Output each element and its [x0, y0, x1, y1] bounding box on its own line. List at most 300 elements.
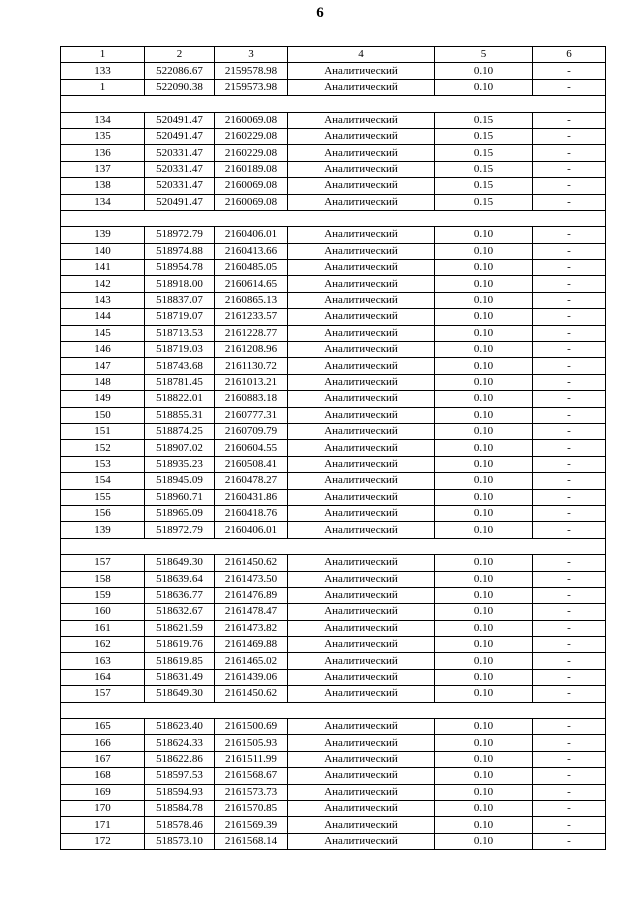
column-header: 5: [435, 47, 533, 63]
table-cell: -: [533, 358, 606, 374]
column-header: 1: [61, 47, 145, 63]
table-row: [61, 587, 606, 603]
table-cell: 0.10: [435, 63, 533, 79]
table-cell: Аналитический: [288, 161, 435, 177]
table-cell: Аналитический: [288, 735, 435, 751]
table-cell: Аналитический: [288, 571, 435, 587]
table-cell: -: [533, 522, 606, 538]
table-row: [61, 325, 606, 341]
table-cell: 0.10: [435, 637, 533, 653]
table-cell: 170: [61, 800, 145, 816]
table-cell: 2160604.55: [215, 440, 288, 456]
table-cell: 0.10: [435, 342, 533, 358]
table-cell: 169: [61, 784, 145, 800]
table-cell: 0.10: [435, 260, 533, 276]
table-cell: 155: [61, 489, 145, 505]
table-cell: 518972.79: [145, 227, 215, 243]
table-cell: Аналитический: [288, 784, 435, 800]
table-row: [61, 112, 606, 128]
table-cell: Аналитический: [288, 489, 435, 505]
table-cell: -: [533, 620, 606, 636]
table-cell: 147: [61, 358, 145, 374]
table-cell: -: [533, 833, 606, 849]
table-row: [61, 505, 606, 521]
table-cell: 2160069.08: [215, 178, 288, 194]
table-cell: 518584.78: [145, 800, 215, 816]
table-row: [61, 391, 606, 407]
table-cell: 2161439.06: [215, 669, 288, 685]
table-cell: 2160883.18: [215, 391, 288, 407]
table-cell: -: [533, 276, 606, 292]
table-cell: 2161465.02: [215, 653, 288, 669]
separator-cell: [61, 96, 606, 112]
table-cell: 137: [61, 161, 145, 177]
table-row: [61, 342, 606, 358]
table-cell: 0.10: [435, 833, 533, 849]
table-cell: 2161511.99: [215, 751, 288, 767]
table-cell: Аналитический: [288, 522, 435, 538]
table-cell: 2160709.79: [215, 423, 288, 439]
table-cell: 518874.25: [145, 423, 215, 439]
table-cell: 148: [61, 374, 145, 390]
table-cell: Аналитический: [288, 128, 435, 144]
table-cell: 133: [61, 63, 145, 79]
table-cell: 518743.68: [145, 358, 215, 374]
table-cell: Аналитический: [288, 817, 435, 833]
table-cell: 145: [61, 325, 145, 341]
table-cell: 150: [61, 407, 145, 423]
table-cell: Аналитический: [288, 833, 435, 849]
table-cell: -: [533, 489, 606, 505]
table-row: [61, 719, 606, 735]
table-cell: 0.15: [435, 194, 533, 210]
table-cell: Аналитический: [288, 292, 435, 308]
table-cell: 518573.10: [145, 833, 215, 849]
table-cell: 518822.01: [145, 391, 215, 407]
table-cell: 2160413.66: [215, 243, 288, 259]
table-cell: 2161476.89: [215, 587, 288, 603]
table-cell: -: [533, 292, 606, 308]
table-cell: Аналитический: [288, 309, 435, 325]
table-body: [61, 63, 606, 850]
table-cell: 0.10: [435, 276, 533, 292]
table-cell: Аналитический: [288, 145, 435, 161]
table-cell: 522086.67: [145, 63, 215, 79]
table-cell: 0.10: [435, 374, 533, 390]
table-cell: 167: [61, 751, 145, 767]
table-cell: 0.10: [435, 243, 533, 259]
table-cell: 146: [61, 342, 145, 358]
table-cell: Аналитический: [288, 686, 435, 702]
column-header: 3: [215, 47, 288, 63]
table-cell: 0.10: [435, 423, 533, 439]
table-cell: -: [533, 112, 606, 128]
table-cell: 518974.88: [145, 243, 215, 259]
table-cell: 0.10: [435, 604, 533, 620]
table-cell: -: [533, 505, 606, 521]
table-cell: 0.10: [435, 620, 533, 636]
table-cell: 518619.76: [145, 637, 215, 653]
table-row: [61, 358, 606, 374]
table-cell: 2161130.72: [215, 358, 288, 374]
table-cell: 518621.59: [145, 620, 215, 636]
table-cell: 2161473.50: [215, 571, 288, 587]
table-cell: 518623.40: [145, 719, 215, 735]
table-cell: 140: [61, 243, 145, 259]
table-cell: Аналитический: [288, 194, 435, 210]
table-cell: -: [533, 735, 606, 751]
table-cell: Аналитический: [288, 374, 435, 390]
table-cell: -: [533, 374, 606, 390]
table-cell: Аналитический: [288, 620, 435, 636]
table-cell: Аналитический: [288, 440, 435, 456]
table-cell: 520331.47: [145, 145, 215, 161]
table-row: [61, 735, 606, 751]
table-cell: 522090.38: [145, 79, 215, 95]
table-row: [61, 161, 606, 177]
table-cell: 0.10: [435, 391, 533, 407]
table-cell: 2160865.13: [215, 292, 288, 308]
table-cell: 2161478.47: [215, 604, 288, 620]
table-cell: 144: [61, 309, 145, 325]
table-cell: 2160406.01: [215, 522, 288, 538]
table-cell: 0.15: [435, 112, 533, 128]
table-row: [61, 604, 606, 620]
table-cell: 153: [61, 456, 145, 472]
table-separator-row: [61, 210, 606, 226]
table-cell: 1: [61, 79, 145, 95]
table-row: [61, 555, 606, 571]
table-cell: Аналитический: [288, 112, 435, 128]
table-cell: 2161228.77: [215, 325, 288, 341]
table-cell: 518972.79: [145, 522, 215, 538]
table-cell: 158: [61, 571, 145, 587]
table-cell: 518837.07: [145, 292, 215, 308]
table-row: [61, 440, 606, 456]
page-number: 6: [316, 5, 324, 21]
table-cell: 518935.23: [145, 456, 215, 472]
table-cell: 518649.30: [145, 686, 215, 702]
table-cell: 518619.85: [145, 653, 215, 669]
table-cell: -: [533, 63, 606, 79]
table-cell: 2161570.85: [215, 800, 288, 816]
table-cell: 0.10: [435, 358, 533, 374]
table-cell: 2160508.41: [215, 456, 288, 472]
table-cell: 0.10: [435, 227, 533, 243]
table-cell: 518594.93: [145, 784, 215, 800]
table-cell: 0.10: [435, 555, 533, 571]
table-cell: Аналитический: [288, 768, 435, 784]
table-cell: 518945.09: [145, 473, 215, 489]
table-cell: 0.10: [435, 784, 533, 800]
table-cell: 2161568.67: [215, 768, 288, 784]
table-cell: 520331.47: [145, 161, 215, 177]
table-cell: 156: [61, 505, 145, 521]
column-header: 2: [145, 47, 215, 63]
table-cell: 138: [61, 178, 145, 194]
table-cell: 0.10: [435, 751, 533, 767]
table-row: [61, 145, 606, 161]
table-cell: 0.10: [435, 440, 533, 456]
table-cell: 2160069.08: [215, 112, 288, 128]
table-cell: -: [533, 669, 606, 685]
table-cell: Аналитический: [288, 587, 435, 603]
table-cell: 0.10: [435, 407, 533, 423]
table-cell: 152: [61, 440, 145, 456]
table-cell: 2161500.69: [215, 719, 288, 735]
table-row: [61, 489, 606, 505]
table-separator-row: [61, 96, 606, 112]
table-cell: Аналитический: [288, 555, 435, 571]
table-cell: -: [533, 473, 606, 489]
table-row: [61, 669, 606, 685]
table-cell: Аналитический: [288, 391, 435, 407]
table-cell: 0.10: [435, 309, 533, 325]
table-cell: 0.10: [435, 669, 533, 685]
table-cell: -: [533, 440, 606, 456]
table-cell: Аналитический: [288, 719, 435, 735]
table-cell: 143: [61, 292, 145, 308]
table-cell: 518639.64: [145, 571, 215, 587]
table-cell: Аналитический: [288, 358, 435, 374]
table-cell: -: [533, 555, 606, 571]
table-cell: 0.15: [435, 161, 533, 177]
table-cell: 151: [61, 423, 145, 439]
table-row: [61, 784, 606, 800]
table-cell: 518781.45: [145, 374, 215, 390]
table-cell: -: [533, 342, 606, 358]
table-cell: Аналитический: [288, 456, 435, 472]
table-cell: 0.10: [435, 800, 533, 816]
table-cell: 168: [61, 768, 145, 784]
table-row: [61, 407, 606, 423]
table-cell: 0.10: [435, 473, 533, 489]
table-cell: 149: [61, 391, 145, 407]
table-row: [61, 243, 606, 259]
table-cell: Аналитический: [288, 325, 435, 341]
table-row: [61, 79, 606, 95]
table-cell: 2159578.98: [215, 63, 288, 79]
table-cell: 518719.03: [145, 342, 215, 358]
table-cell: 0.10: [435, 719, 533, 735]
table-cell: 171: [61, 817, 145, 833]
table-cell: 520331.47: [145, 178, 215, 194]
table-cell: 0.10: [435, 768, 533, 784]
table-cell: 518632.67: [145, 604, 215, 620]
table-cell: 161: [61, 620, 145, 636]
table-separator-row: [61, 538, 606, 554]
table-cell: 2160189.08: [215, 161, 288, 177]
table-cell: 520491.47: [145, 112, 215, 128]
table-separator-row: [61, 702, 606, 718]
table-cell: 157: [61, 555, 145, 571]
table-cell: 2161450.62: [215, 555, 288, 571]
separator-cell: [61, 538, 606, 554]
table-cell: 518622.86: [145, 751, 215, 767]
table-cell: -: [533, 309, 606, 325]
table-cell: -: [533, 325, 606, 341]
table-cell: 518855.31: [145, 407, 215, 423]
table-cell: 0.10: [435, 325, 533, 341]
table-cell: 159: [61, 587, 145, 603]
coordinates-table: [60, 46, 606, 850]
table-cell: Аналитический: [288, 342, 435, 358]
table-cell: 2160614.65: [215, 276, 288, 292]
table-cell: 0.10: [435, 735, 533, 751]
table-cell: Аналитический: [288, 227, 435, 243]
table-cell: 154: [61, 473, 145, 489]
table-cell: 2161208.96: [215, 342, 288, 358]
table-cell: 2160406.01: [215, 227, 288, 243]
table-row: [61, 423, 606, 439]
table-cell: 518907.02: [145, 440, 215, 456]
table-cell: 0.10: [435, 489, 533, 505]
table-cell: 518960.71: [145, 489, 215, 505]
table-cell: 172: [61, 833, 145, 849]
table-cell: Аналитический: [288, 751, 435, 767]
table-cell: 163: [61, 653, 145, 669]
table-cell: 2161568.14: [215, 833, 288, 849]
table-row: [61, 620, 606, 636]
table-cell: -: [533, 637, 606, 653]
table-cell: 518636.77: [145, 587, 215, 603]
table-cell: 0.10: [435, 505, 533, 521]
table-cell: 0.10: [435, 686, 533, 702]
table-cell: 518624.33: [145, 735, 215, 751]
table-cell: 141: [61, 260, 145, 276]
table-cell: -: [533, 227, 606, 243]
table-row: [61, 522, 606, 538]
table-row: [61, 128, 606, 144]
table-cell: 518719.07: [145, 309, 215, 325]
table-cell: 0.10: [435, 79, 533, 95]
table-cell: 2161233.57: [215, 309, 288, 325]
table-row: [61, 473, 606, 489]
table-row: [61, 637, 606, 653]
table-cell: -: [533, 587, 606, 603]
table-cell: -: [533, 391, 606, 407]
table-cell: 2160229.08: [215, 145, 288, 161]
table-cell: -: [533, 161, 606, 177]
table-cell: 0.10: [435, 653, 533, 669]
table-cell: 520491.47: [145, 194, 215, 210]
table-cell: 2161473.82: [215, 620, 288, 636]
table-cell: 135: [61, 128, 145, 144]
table-cell: Аналитический: [288, 407, 435, 423]
table-cell: 2159573.98: [215, 79, 288, 95]
table-cell: 518965.09: [145, 505, 215, 521]
table-cell: 520491.47: [145, 128, 215, 144]
column-header: 6: [533, 47, 606, 63]
table-cell: 162: [61, 637, 145, 653]
table-row: [61, 751, 606, 767]
table-cell: -: [533, 260, 606, 276]
table-cell: 134: [61, 112, 145, 128]
table-row: [61, 833, 606, 849]
table-cell: 142: [61, 276, 145, 292]
separator-cell: [61, 702, 606, 718]
table-cell: 2160069.08: [215, 194, 288, 210]
table-cell: -: [533, 784, 606, 800]
table-cell: -: [533, 407, 606, 423]
table-cell: -: [533, 768, 606, 784]
table-row: [61, 63, 606, 79]
table-cell: Аналитический: [288, 79, 435, 95]
table-cell: 0.10: [435, 456, 533, 472]
table-cell: 165: [61, 719, 145, 735]
table-cell: -: [533, 128, 606, 144]
table-cell: 0.10: [435, 522, 533, 538]
table-cell: Аналитический: [288, 473, 435, 489]
table-cell: 160: [61, 604, 145, 620]
table-cell: -: [533, 571, 606, 587]
table-cell: 2161573.73: [215, 784, 288, 800]
table-row: [61, 817, 606, 833]
table-row: [61, 800, 606, 816]
table-cell: -: [533, 653, 606, 669]
table-cell: 139: [61, 522, 145, 538]
table-cell: -: [533, 423, 606, 439]
table-cell: -: [533, 604, 606, 620]
separator-cell: [61, 210, 606, 226]
table-row: [61, 178, 606, 194]
table-cell: Аналитический: [288, 637, 435, 653]
table-cell: -: [533, 145, 606, 161]
table-cell: 0.15: [435, 178, 533, 194]
table-row: [61, 686, 606, 702]
table-cell: Аналитический: [288, 260, 435, 276]
table-cell: Аналитический: [288, 800, 435, 816]
table-cell: -: [533, 243, 606, 259]
table-cell: Аналитический: [288, 653, 435, 669]
table-cell: Аналитический: [288, 604, 435, 620]
table-cell: 166: [61, 735, 145, 751]
table-cell: -: [533, 178, 606, 194]
table-cell: -: [533, 751, 606, 767]
table-cell: 518954.78: [145, 260, 215, 276]
table-header-row: [61, 47, 606, 63]
table-row: [61, 768, 606, 784]
table-cell: 2160431.86: [215, 489, 288, 505]
table-cell: 157: [61, 686, 145, 702]
column-header: 4: [288, 47, 435, 63]
table-row: [61, 292, 606, 308]
table-cell: 0.10: [435, 817, 533, 833]
table-row: [61, 653, 606, 669]
table-cell: 2160478.27: [215, 473, 288, 489]
table-row: [61, 571, 606, 587]
table-cell: Аналитический: [288, 243, 435, 259]
table-cell: Аналитический: [288, 63, 435, 79]
table-cell: 0.10: [435, 292, 533, 308]
table-cell: -: [533, 817, 606, 833]
table-cell: 518713.53: [145, 325, 215, 341]
table-cell: 518578.46: [145, 817, 215, 833]
table-cell: Аналитический: [288, 423, 435, 439]
table-cell: -: [533, 456, 606, 472]
table-cell: 2160777.31: [215, 407, 288, 423]
table-cell: 2160485.05: [215, 260, 288, 276]
table-cell: 518597.53: [145, 768, 215, 784]
table-cell: -: [533, 79, 606, 95]
table-cell: Аналитический: [288, 276, 435, 292]
table-row: [61, 260, 606, 276]
table-cell: -: [533, 719, 606, 735]
table-cell: 164: [61, 669, 145, 685]
table-row: [61, 276, 606, 292]
table-cell: 136: [61, 145, 145, 161]
table-row: [61, 194, 606, 210]
